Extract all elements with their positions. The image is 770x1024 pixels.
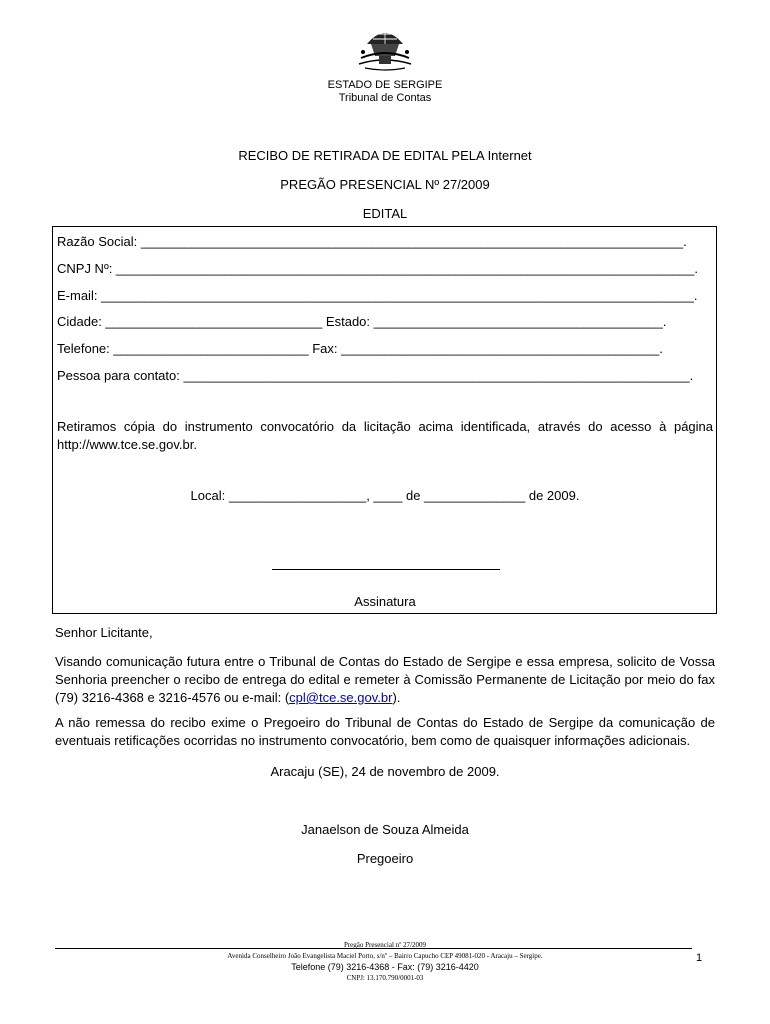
signature-label: Assinatura	[354, 594, 416, 609]
footer-cnpj: CNPJ: 13.170.790/0001-03	[346, 974, 424, 982]
page-number: 1	[696, 952, 703, 964]
signer-role: Pregoeiro	[356, 851, 414, 866]
email-link[interactable]: cpl@tce.se.gov.br	[289, 690, 393, 705]
state-coat-of-arms-icon	[355, 22, 415, 74]
footer-title: Pregão Presencial nº 27/2009	[343, 941, 427, 949]
auction-title: PREGÃO PRESENCIAL Nº 27/2009	[280, 177, 490, 192]
cnpj-field: CNPJ Nº: ________________________________________________________________________________.	[57, 261, 698, 276]
footer-rule	[55, 948, 692, 949]
edital-title: EDITAL	[362, 206, 408, 221]
email-field: E-mail: __________________________________________________________________________________.	[57, 288, 698, 303]
paragraph-communication-text: Visando comunicação futura entre o Tribunal de Contas do Estado de Sergipe e essa empresa, solicito de Vossa Senhoria preencher o recibo de entrega do edital e remeter à Comissão Permanente de Licitação por meio do fax (79) 3216-4368 e 3216-4576 ou e-mail: (	[55, 654, 715, 705]
local-date-line: Local: ___________________, ____ de ______________ de 2009.	[190, 488, 580, 503]
signer-name: Janaelson de Souza Almeida	[301, 822, 469, 837]
paragraph-exemption: A não remessa do recibo exime o Pregoeiro do Tribunal de Contas do Estado de Sergipe da comunicação de eventuais retificações ocorridas no instrumento convocatório, bem como de quaisquer informações adicionais.	[55, 715, 715, 748]
cidade-estado-field: Cidade: ______________________________ Estado: ________________________________________.	[57, 314, 667, 329]
razao-social-field: Razão Social: ___________________________________________________________________________.	[57, 234, 687, 249]
receipt-title: RECIBO DE RETIRADA DE EDITAL PELA Internet	[238, 148, 532, 163]
footer-phone: Telefone (79) 3216-4368 - Fax: (79) 3216-4420	[291, 962, 479, 972]
header-court: Tribunal de Contas	[338, 92, 432, 104]
telefone-fax-field: Telefone: ___________________________ Fax: ____________________________________________.	[57, 341, 663, 356]
salutation: Senhor Licitante,	[55, 625, 153, 640]
letter-date: Aracaju (SE), 24 de novembro de 2009.	[270, 764, 500, 779]
footer-address: Avenida Conselheiro João Evangelista Maciel Porto, s/nº – Bairro Capucho CEP 49081-020 - Aracaju – Sergipe.	[227, 952, 543, 960]
retiramos-paragraph: Retiramos cópia do instrumento convocatório da licitação acima identificada, através do acesso à página http://www.tce.se.gov.br.	[57, 419, 713, 452]
paragraph-communication-end: ).	[392, 690, 401, 705]
header-state: ESTADO DE SERGIPE	[327, 79, 443, 91]
paragraph-communication	[55, 653, 715, 707]
signature-line	[272, 569, 500, 570]
pessoa-contato-field: Pessoa para contato: ______________________________________________________________________.	[57, 368, 694, 383]
